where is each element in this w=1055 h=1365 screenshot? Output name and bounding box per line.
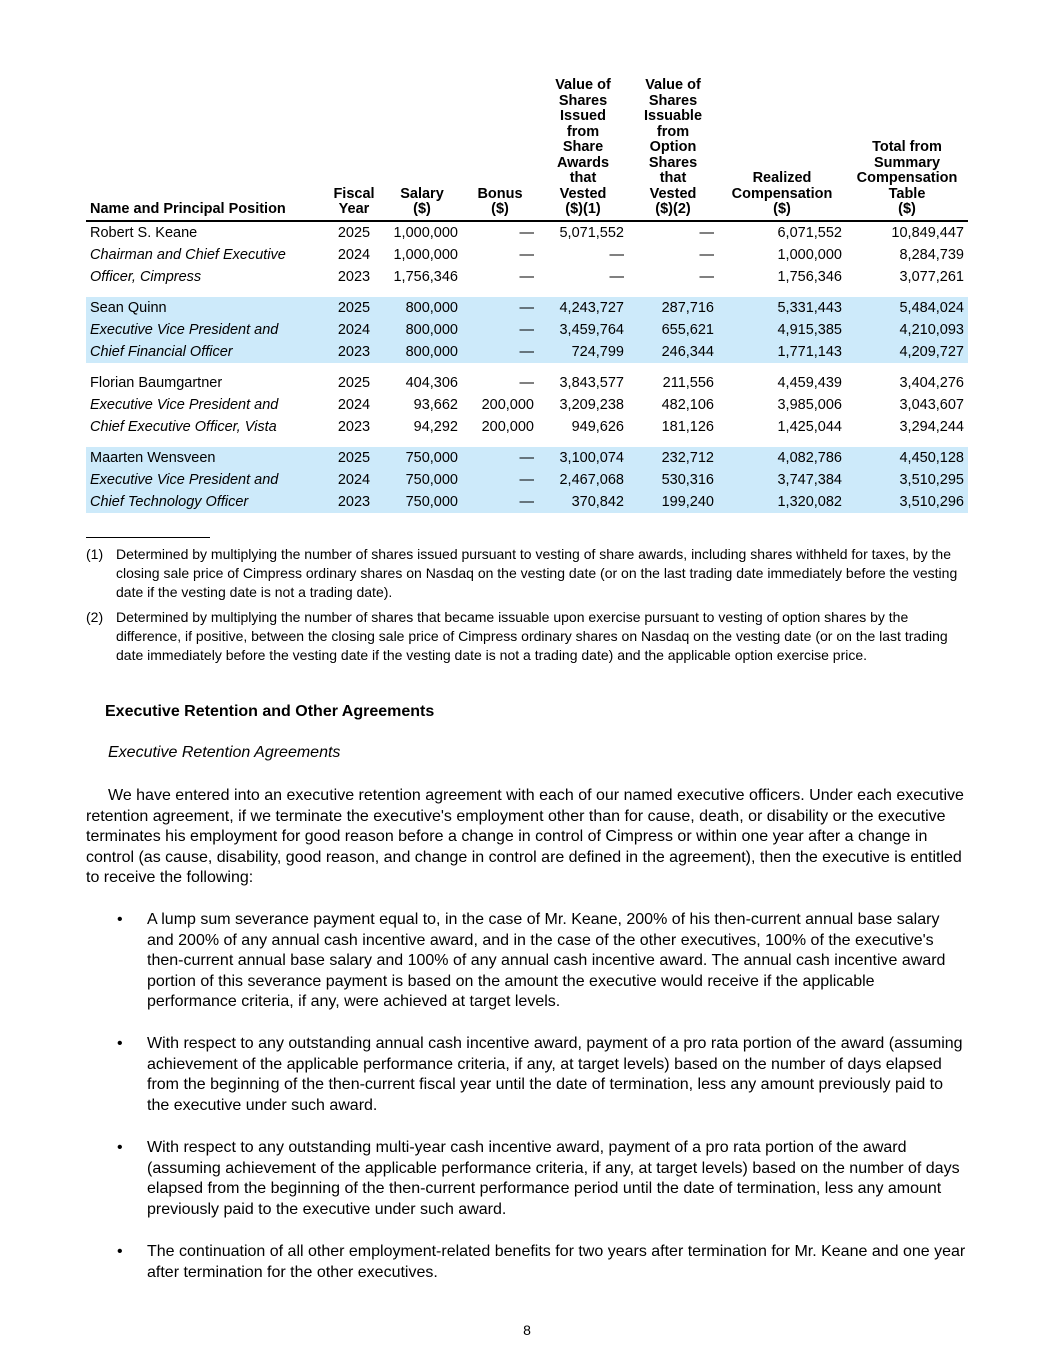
header-total-summary: Total from Summary Compensation Table ($) xyxy=(846,78,968,221)
cell-realized-compensation: 1,771,143 xyxy=(718,341,846,363)
table-row xyxy=(86,244,968,266)
group-spacer xyxy=(86,288,968,297)
cell-shares-vested: 949,626 xyxy=(571,418,624,435)
list-item xyxy=(86,1138,968,1220)
table-row xyxy=(86,221,968,244)
cell-name: Florian Baumgartner xyxy=(90,374,223,391)
table-row xyxy=(86,297,968,319)
cell-realized-compensation: 6,071,552 xyxy=(777,224,842,241)
cell-options-vested: 655,621 xyxy=(628,319,718,341)
cell-options-vested: — xyxy=(699,268,714,285)
cell-shares-vested: 4,243,727 xyxy=(538,297,628,319)
table-row xyxy=(86,447,968,469)
table-row xyxy=(86,341,968,363)
cell-salary: 1,756,346 xyxy=(393,268,458,285)
cell-salary: 800,000 xyxy=(382,319,462,341)
list-item xyxy=(86,910,968,1013)
header-bonus: Bonus ($) xyxy=(462,78,538,221)
cell-salary: 750,000 xyxy=(382,469,462,491)
table-header-row xyxy=(86,78,968,221)
cell-fiscal-year: 2025 xyxy=(326,447,382,469)
cell-total-summary: 3,510,295 xyxy=(846,469,968,491)
cell-name: Executive Vice President and xyxy=(86,469,326,491)
cell-salary: 404,306 xyxy=(405,374,458,391)
group-spacer xyxy=(86,438,968,447)
footnote-2 xyxy=(86,608,968,665)
list-item xyxy=(86,1034,968,1116)
table-body xyxy=(86,221,968,513)
section-heading: Executive Retention and Other Agreements xyxy=(105,703,435,720)
cell-options-vested: 199,240 xyxy=(628,491,718,513)
cell-shares-vested: 3,100,074 xyxy=(538,447,628,469)
cell-fiscal-year: 2024 xyxy=(337,396,371,413)
cell-bonus: 200,000 xyxy=(481,396,534,413)
table-row xyxy=(86,372,968,394)
cell-fiscal-year: 2023 xyxy=(337,268,371,285)
cell-realized-compensation: 3,747,384 xyxy=(718,469,846,491)
cell-total-summary: 5,484,024 xyxy=(846,297,968,319)
cell-realized-compensation: 1,000,000 xyxy=(777,246,842,263)
cell-total-summary: 3,510,296 xyxy=(846,491,968,513)
cell-total-summary: 4,450,128 xyxy=(846,447,968,469)
cell-salary: 750,000 xyxy=(382,447,462,469)
cell-total-summary: 3,077,261 xyxy=(899,268,964,285)
cell-bonus: — xyxy=(519,246,534,263)
bullet-icon: • xyxy=(117,1139,123,1156)
cell-fiscal-year: 2024 xyxy=(337,246,371,263)
cell-options-vested: 246,344 xyxy=(628,341,718,363)
cell-total-summary: 3,294,244 xyxy=(899,418,964,435)
cell-total-summary: 10,849,447 xyxy=(891,224,964,241)
cell-realized-compensation: 5,331,443 xyxy=(718,297,846,319)
cell-realized-compensation: 3,985,006 xyxy=(777,396,842,413)
cell-realized-compensation: 4,915,385 xyxy=(718,319,846,341)
cell-fiscal-year: 2024 xyxy=(326,319,382,341)
cell-options-vested: 211,556 xyxy=(662,374,714,391)
cell-shares-vested: 5,071,552 xyxy=(559,224,624,241)
table-row xyxy=(86,416,968,438)
cell-options-vested: 181,126 xyxy=(661,418,714,435)
cell-shares-vested: 3,843,577 xyxy=(559,374,624,391)
cell-total-summary: 8,284,739 xyxy=(899,246,964,263)
cell-fiscal-year: 2024 xyxy=(326,469,382,491)
cell-shares-vested: 370,842 xyxy=(538,491,628,513)
table-row xyxy=(86,266,968,288)
list-item-text: With respect to any outstanding multi-year cash incentive award, payment of a pro rata portion of the award (assuming achievement of the applicable performance criteria, if any, at target levels) based on the number of days elapsed from the beginning of the then-current performance period until the date of termination, less any amount previously paid to the executive under such award. xyxy=(147,1139,960,1218)
cell-fiscal-year: 2025 xyxy=(337,374,371,391)
table-row xyxy=(86,394,968,416)
cell-bonus: — xyxy=(519,268,534,285)
cell-name: Chief Technology Officer xyxy=(86,491,326,513)
group-spacer xyxy=(86,363,968,372)
cell-bonus: — xyxy=(462,319,538,341)
cell-realized-compensation: 1,320,082 xyxy=(718,491,846,513)
footnote-text: Determined by multiplying the number of shares that became issuable upon exercise pursuant to vesting of option shares by the difference, if positive, between the closing sale price of Cimpress ordinary shares on Nasdaq on the vesting date (or on the last trading date immediately before the vesting date if the vesting date is not a trading date) and the applicable option exercise price. xyxy=(116,609,948,663)
cell-name: Chairman and Chief Executive xyxy=(90,246,286,263)
bullet-icon: • xyxy=(117,1035,123,1052)
cell-options-vested: — xyxy=(699,224,714,241)
list-item-text: The continuation of all other employment-related benefits for two years after termination for Mr. Keane and one year after termination for the other executives. xyxy=(147,1243,966,1281)
footnote-1 xyxy=(86,545,968,602)
cell-bonus: — xyxy=(462,447,538,469)
cell-options-vested: 482,106 xyxy=(661,396,714,413)
header-name: Name and Principal Position xyxy=(86,78,326,221)
footnote-number: (1) xyxy=(86,546,104,562)
cell-salary: 800,000 xyxy=(382,341,462,363)
cell-bonus: 200,000 xyxy=(481,418,534,435)
table-row xyxy=(86,469,968,491)
cell-bonus: — xyxy=(462,341,538,363)
page-number: 8 xyxy=(523,1322,531,1338)
cell-bonus: — xyxy=(462,297,538,319)
cell-shares-vested: — xyxy=(609,246,624,263)
cell-total-summary: 3,043,607 xyxy=(899,396,964,413)
bullet-icon: • xyxy=(117,911,123,928)
table-row xyxy=(86,491,968,513)
cell-salary: 800,000 xyxy=(382,297,462,319)
section-subheading: Executive Retention Agreements xyxy=(108,744,341,761)
cell-fiscal-year: 2025 xyxy=(326,297,382,319)
cell-salary: 93,662 xyxy=(413,396,458,413)
cell-options-vested: — xyxy=(699,246,714,263)
footnote-number: (2) xyxy=(86,609,104,625)
table-row xyxy=(86,319,968,341)
header-options-vested: Value of Shares Issuable from Option Shares that Vested ($)(2) xyxy=(628,78,718,221)
cell-realized-compensation: 4,082,786 xyxy=(718,447,846,469)
footnote-divider xyxy=(86,537,210,538)
cell-shares-vested: 2,467,068 xyxy=(538,469,628,491)
cell-name: Robert S. Keane xyxy=(90,224,198,241)
cell-bonus: — xyxy=(519,224,534,241)
cell-realized-compensation: 1,425,044 xyxy=(777,418,842,435)
cell-shares-vested: — xyxy=(609,268,624,285)
cell-fiscal-year: 2023 xyxy=(337,418,371,435)
cell-salary: 94,292 xyxy=(413,418,458,435)
cell-bonus: — xyxy=(462,491,538,513)
cell-salary: 1,000,000 xyxy=(393,246,458,263)
cell-name: Officer, Cimpress xyxy=(90,268,202,285)
cell-options-vested: 287,716 xyxy=(628,297,718,319)
cell-name: Sean Quinn xyxy=(86,297,326,319)
cell-bonus: — xyxy=(462,469,538,491)
cell-shares-vested: 3,209,238 xyxy=(559,396,624,413)
cell-fiscal-year: 2023 xyxy=(326,341,382,363)
cell-realized-compensation: 4,459,439 xyxy=(777,374,842,391)
list-item xyxy=(86,1242,968,1283)
cell-name: Chief Executive Officer, Vista xyxy=(90,418,277,435)
cell-salary: 1,000,000 xyxy=(393,224,458,241)
cell-fiscal-year: 2023 xyxy=(326,491,382,513)
realized-compensation-table xyxy=(86,78,968,513)
cell-name: Maarten Wensveen xyxy=(86,447,326,469)
cell-salary: 750,000 xyxy=(382,491,462,513)
cell-total-summary: 4,209,727 xyxy=(846,341,968,363)
header-shares-vested: Value of Shares Issued from Share Awards that Vested ($)(1) xyxy=(538,78,628,221)
cell-total-summary: 4,210,093 xyxy=(846,319,968,341)
cell-options-vested: 530,316 xyxy=(628,469,718,491)
cell-realized-compensation: 1,756,346 xyxy=(777,268,842,285)
cell-name: Executive Vice President and xyxy=(86,319,326,341)
cell-shares-vested: 724,799 xyxy=(538,341,628,363)
header-realized-compensation: Realized Compensation ($) xyxy=(718,78,846,221)
cell-options-vested: 232,712 xyxy=(628,447,718,469)
bullet-icon: • xyxy=(117,1243,123,1260)
header-salary: Salary ($) xyxy=(382,78,462,221)
list-item-text: A lump sum severance payment equal to, in the case of Mr. Keane, 200% of his then-current annual base salary and 200% of any annual cash incentive award, and in the case of the other executives, 100% of the executive's then-current annual base salary and 100% of any annual cash incentive award. The annual cash incentive award portion of this severance payment is based on the amount the executive would receive if the applicable performance criteria, if any, were achieved at target levels. xyxy=(147,911,946,1011)
list-item-text: With respect to any outstanding annual cash incentive award, payment of a pro rata portion of the award (assuming achievement of the applicable performance criteria, if any, at target levels) based on the number of days elapsed from the beginning of the then-current fiscal year until the date of termination, less any amount previously paid to the executive under such award. xyxy=(147,1035,963,1114)
cell-bonus: — xyxy=(519,374,534,391)
intro-paragraph: We have entered into an executive retention agreement with each of our named executive officers. Under each executive retention agreement, if we terminate the executive's employment other than for cause, death, or disability or the executive terminates his employment for good reason before a change in control of Cimpress or within one year after a change in control (as cause, disability, good reason, and change in control are defined in the agreement), then the executive is entitled to receive the following: xyxy=(86,787,964,887)
cell-total-summary: 3,404,276 xyxy=(899,374,964,391)
cell-name: Chief Financial Officer xyxy=(86,341,326,363)
cell-shares-vested: 3,459,764 xyxy=(538,319,628,341)
header-fiscal-year: Fiscal Year xyxy=(326,78,382,221)
cell-name: Executive Vice President and xyxy=(90,396,279,413)
footnote-text: Determined by multiplying the number of shares issued pursuant to vesting of share awards, including shares withheld for taxes, by the closing sale price of Cimpress ordinary shares on Nasdaq on the vesting date (or on the last trading date immediately before the vesting date if the vesting date is not a trading date). xyxy=(116,546,958,600)
cell-fiscal-year: 2025 xyxy=(337,224,371,241)
